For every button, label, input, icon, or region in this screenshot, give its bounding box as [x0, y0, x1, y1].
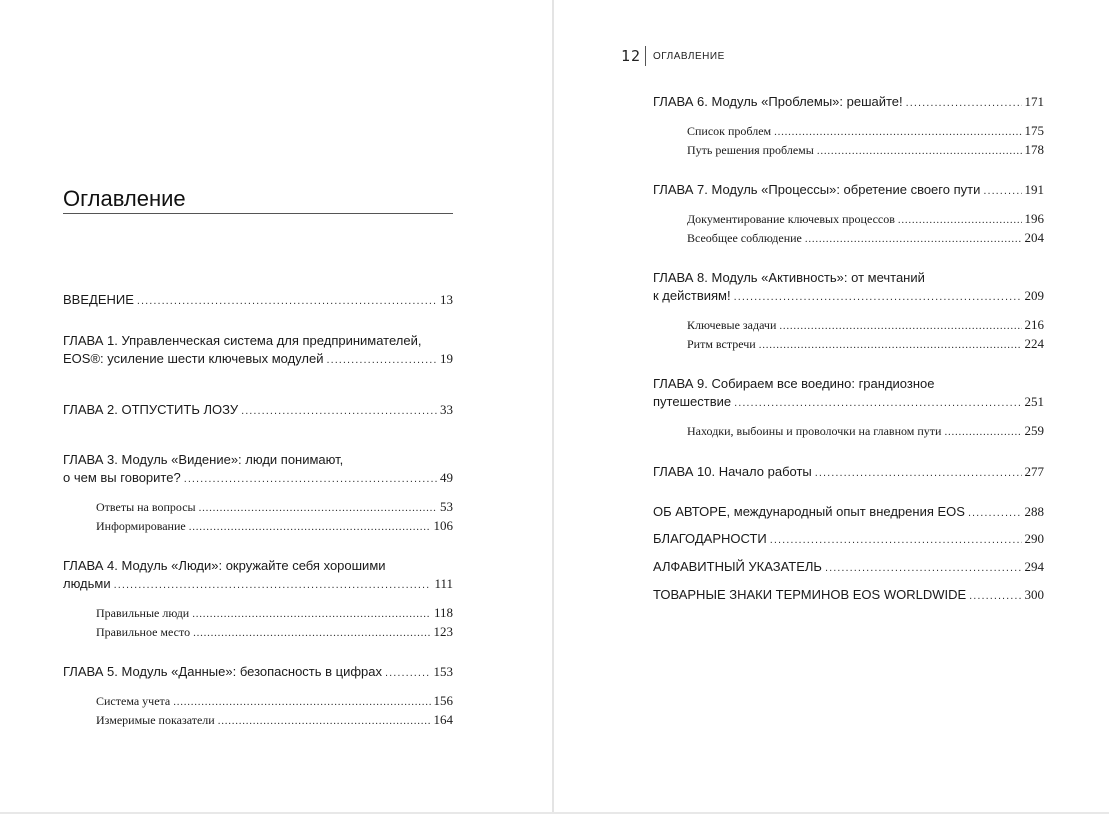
toc-page-number: 156	[433, 693, 453, 708]
toc-entry-title-cont: о чем вы говорите?	[63, 470, 181, 485]
leader-dots	[968, 504, 1022, 522]
toc-subentry-title: Информирование	[96, 519, 186, 533]
leader-dots	[137, 292, 437, 310]
toc-entry-title: ВВЕДЕНИЕ	[63, 292, 134, 307]
page-number: 12	[621, 47, 642, 65]
toc-entry-title: ГЛАВА 3. Модуль «Видение»: люди понимают,	[63, 452, 344, 467]
toc-page-number: 175	[1024, 123, 1044, 138]
leader-dots	[173, 693, 430, 711]
toc-page-number: 300	[1024, 587, 1044, 602]
toc-subentry[interactable]	[687, 316, 1044, 335]
toc-entry-chapter-4[interactable]	[63, 557, 453, 594]
toc-page-number: 277	[1024, 464, 1044, 479]
toc-page-number: 191	[1024, 182, 1044, 197]
leader-dots	[326, 351, 437, 369]
running-header: ОГЛАВЛЕНИЕ	[653, 51, 725, 62]
toc-subentry-title: Ключевые задачи	[687, 318, 777, 332]
leader-dots	[218, 712, 431, 730]
toc-page-number: 123	[433, 624, 453, 639]
leader-dots	[184, 470, 437, 488]
toc-entry-title: ОБ АВТОРЕ, международный опыт внедрения EOS	[653, 504, 965, 519]
toc-page-number: 13	[440, 292, 453, 307]
toc-entry-title: ГЛАВА 8. Модуль «Активность»: от мечтаний	[653, 270, 925, 285]
header-divider	[645, 46, 646, 66]
toc-page-number: 171	[1024, 94, 1044, 109]
toc-subentry-title: Правильные люди	[96, 606, 190, 620]
leader-dots	[734, 288, 1022, 306]
toc-entry-title: ГЛАВА 2. ОТПУСТИТЬ ЛОЗУ	[63, 402, 239, 417]
leader-dots	[983, 182, 1021, 200]
toc-subentry-title: Документирование ключевых процессов	[687, 212, 895, 226]
leader-dots	[114, 576, 432, 594]
toc-entry-chapter-6[interactable]	[653, 93, 1044, 112]
leader-dots	[898, 211, 1022, 229]
leader-dots	[199, 499, 437, 517]
toc-page-number: 106	[433, 518, 453, 533]
toc-entry-chapter-1[interactable]	[63, 332, 453, 369]
toc-entry-chapter-7[interactable]	[653, 181, 1044, 200]
toc-subentry-title: Измеримые показатели	[96, 713, 215, 727]
toc-entry-title-cont: людьми	[63, 576, 111, 591]
toc-subentry[interactable]	[96, 517, 453, 536]
leader-dots	[241, 402, 437, 420]
toc-entry-chapter-3[interactable]	[63, 451, 453, 488]
toc-entry-title: ГЛАВА 7. Модуль «Процессы»: обретение своего пути	[653, 182, 981, 197]
toc-page-number: 111	[434, 576, 453, 591]
toc-entry-title: ГЛАВА 1. Управленческая система для предпринимателей,	[63, 333, 422, 348]
toc-page-number: 178	[1024, 142, 1044, 157]
toc-subentry[interactable]	[96, 498, 453, 517]
leader-dots	[193, 624, 430, 642]
toc-entry-index[interactable]	[653, 558, 1044, 577]
leader-dots	[805, 230, 1022, 248]
toc-page-number: 53	[440, 499, 453, 514]
leader-dots	[385, 664, 430, 682]
toc-entry-title: АЛФАВИТНЫЙ УКАЗАТЕЛЬ	[653, 559, 822, 574]
toc-entry-title: ГЛАВА 6. Модуль «Проблемы»: решайте!	[653, 94, 903, 109]
toc-page-number: 196	[1024, 211, 1044, 226]
toc-page-number: 153	[433, 664, 453, 679]
toc-page-number: 33	[440, 402, 453, 417]
toc-entry-title-cont: путешествие	[653, 394, 732, 409]
toc-subentry-title: Список проблем	[687, 124, 772, 138]
toc-entry-title: БЛАГОДАРНОСТИ	[653, 531, 767, 546]
leader-dots	[734, 394, 1021, 412]
toc-page-number: 251	[1024, 394, 1044, 409]
leader-dots	[189, 518, 431, 536]
toc-subentry-title: Находки, выбоины и проволочки на главном пути	[687, 424, 942, 438]
toc-page-number: 224	[1024, 336, 1044, 351]
leader-dots	[944, 423, 1021, 441]
toc-entry-acknowledgements[interactable]	[653, 530, 1044, 549]
toc-entry-trademarks[interactable]	[653, 586, 1044, 605]
toc-page-number: 259	[1024, 423, 1044, 438]
toc-subentry-title: Правильное место	[96, 625, 191, 639]
leader-dots	[774, 123, 1021, 141]
leader-dots	[759, 336, 1022, 354]
toc-subentry[interactable]	[96, 604, 453, 623]
leader-dots	[825, 559, 1022, 577]
toc-subentry[interactable]	[96, 711, 453, 730]
toc-page-number: 204	[1024, 230, 1044, 245]
leader-dots	[969, 587, 1021, 605]
toc-entry-title: ГЛАВА 10. Начало работы	[653, 464, 812, 479]
toc-page-number: 164	[433, 712, 453, 727]
toc-page-number: 216	[1024, 317, 1044, 332]
book-gutter	[552, 0, 554, 814]
toc-subentry[interactable]	[687, 141, 1044, 160]
toc-entry-chapter-2[interactable]	[63, 401, 453, 420]
toc-entry-title: ГЛАВА 4. Модуль «Люди»: окружайте себя хорошими	[63, 558, 386, 573]
toc-subentry[interactable]	[687, 229, 1044, 248]
toc-title: Оглавление	[63, 185, 453, 214]
leader-dots	[192, 605, 431, 623]
toc-page-number: 209	[1024, 288, 1044, 303]
toc-subentry-title: Ритм встречи	[687, 337, 756, 351]
toc-entry-title: ГЛАВА 9. Собираем все воедино: грандиозное	[653, 376, 935, 391]
toc-subentry[interactable]	[687, 210, 1044, 229]
toc-page-number: 294	[1024, 559, 1044, 574]
toc-page-number: 288	[1024, 504, 1044, 519]
toc-entry-chapter-10[interactable]	[653, 463, 1044, 482]
leader-dots	[906, 94, 1022, 112]
leader-dots	[815, 464, 1022, 482]
toc-subentry[interactable]	[96, 623, 453, 642]
toc-subentry-title: Ответы на вопросы	[96, 500, 196, 514]
toc-subentry[interactable]	[96, 692, 453, 711]
toc-page-number: 19	[440, 351, 453, 366]
toc-subentry[interactable]	[687, 335, 1044, 354]
toc-entry-about-author[interactable]	[653, 503, 1044, 522]
toc-entry-title-cont: EOS®: усиление шести ключевых модулей	[63, 351, 324, 366]
toc-entry-intro[interactable]	[63, 291, 453, 310]
toc-entry-title: ТОВАРНЫЕ ЗНАКИ ТЕРМИНОВ EOS WORLDWIDE	[653, 587, 967, 602]
toc-subentry-title: Путь решения проблемы	[687, 143, 814, 157]
toc-page-number: 290	[1024, 531, 1044, 546]
toc-entry-chapter-8[interactable]	[653, 269, 1044, 306]
toc-subentry[interactable]	[687, 122, 1044, 141]
toc-entry-chapter-9[interactable]	[653, 375, 1044, 412]
leader-dots	[779, 317, 1021, 335]
toc-subentry-title: Всеобщее соблюдение	[687, 231, 802, 245]
leader-dots	[817, 142, 1022, 160]
toc-entry-title-cont: к действиям!	[653, 288, 731, 303]
toc-entry-chapter-5[interactable]	[63, 663, 453, 682]
toc-page-number: 49	[440, 470, 453, 485]
leader-dots	[770, 531, 1022, 549]
toc-subentry[interactable]	[687, 422, 1044, 441]
toc-entry-title: ГЛАВА 5. Модуль «Данные»: безопасность в цифрах	[63, 664, 383, 679]
toc-subentry-title: Система учета	[96, 694, 171, 708]
toc-page-number: 118	[433, 605, 453, 620]
